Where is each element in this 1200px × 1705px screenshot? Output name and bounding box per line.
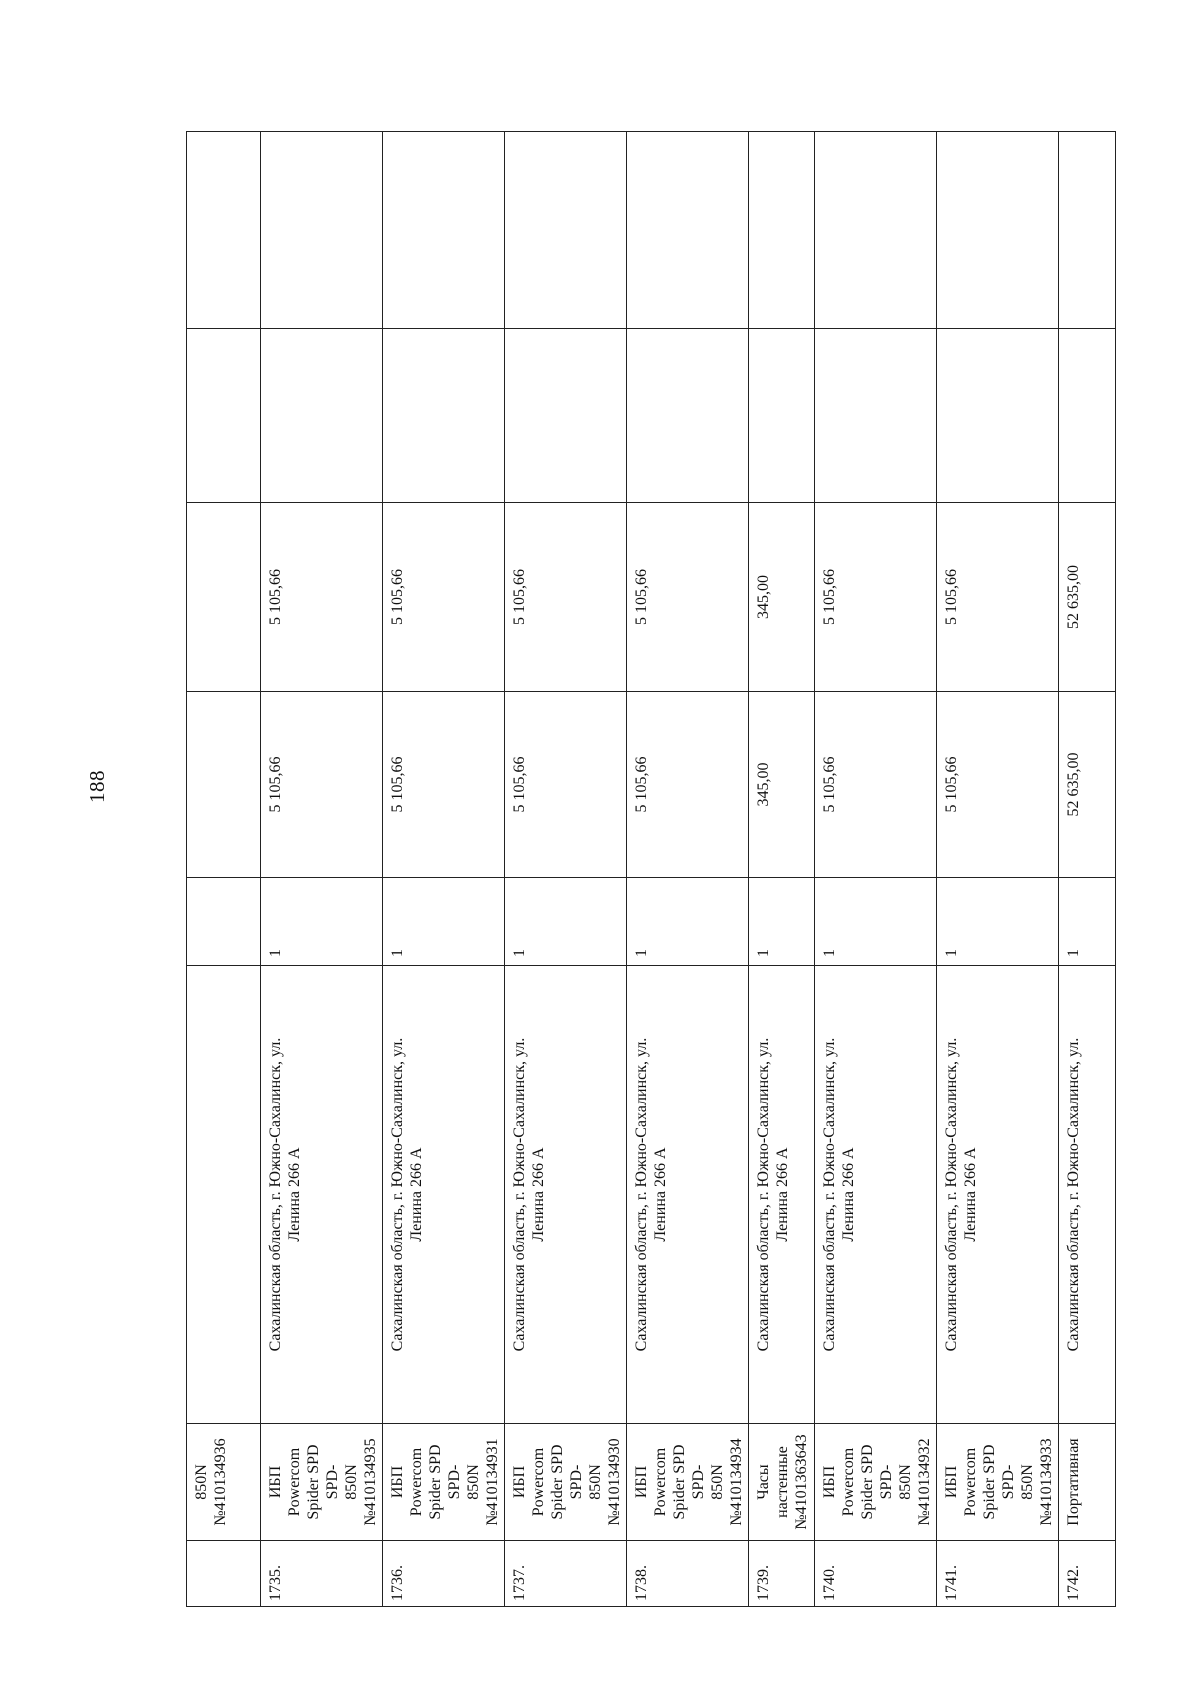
- address-cell: Сахалинская область, г. Южно-Сахалинск, ул. Ленина 266 А: [749, 966, 815, 1424]
- table-row: [749, 132, 815, 1607]
- row-number-cell: 1737.: [505, 1541, 627, 1607]
- price-cell: 345,00: [749, 692, 815, 878]
- value-cell: 5 105,66: [937, 503, 1059, 692]
- address-cell: Сахалинская область, г. Южно-Сахалинск, ул. Ленина 266 А: [937, 966, 1059, 1424]
- value-cell: 52 635,00: [1059, 503, 1116, 692]
- value-cell: 5 105,66: [627, 503, 749, 692]
- value-cell: 5 105,66: [261, 503, 383, 692]
- empty-cell: [627, 132, 749, 329]
- row-number-cell: 1736.: [383, 1541, 505, 1607]
- row-number-cell: 1741.: [937, 1541, 1059, 1607]
- item-name-cell: Портативная: [1059, 1424, 1116, 1541]
- item-name-cell: ИБП Powercom Spider SPD SPD- 850N №410134930: [505, 1424, 627, 1541]
- empty-cell: [815, 329, 937, 503]
- table-row: [937, 132, 1059, 1607]
- row-number-cell: 1742.: [1059, 1541, 1116, 1607]
- address-cell: [187, 966, 261, 1424]
- quantity-cell: 1: [627, 878, 749, 966]
- price-cell: 5 105,66: [937, 692, 1059, 878]
- price-cell: [187, 692, 261, 878]
- empty-cell: [505, 132, 627, 329]
- empty-cell: [187, 329, 261, 503]
- address-cell: Сахалинская область, г. Южно-Сахалинск, ул. Ленина 266 А: [815, 966, 937, 1424]
- empty-cell: [749, 132, 815, 329]
- price-cell: 5 105,66: [505, 692, 627, 878]
- price-cell: 5 105,66: [627, 692, 749, 878]
- table-row: [627, 132, 749, 1607]
- row-number-cell: [187, 1541, 261, 1607]
- table-row: [261, 132, 383, 1607]
- empty-cell: [383, 132, 505, 329]
- empty-cell: [937, 329, 1059, 503]
- address-cell: Сахалинская область, г. Южно-Сахалинск, ул. Ленина 266 А: [505, 966, 627, 1424]
- empty-cell: [937, 132, 1059, 329]
- item-name-cell: ИБП Powercom Spider SPD SPD- 850N №410134932: [815, 1424, 937, 1541]
- value-cell: 345,00: [749, 503, 815, 692]
- item-name-cell: ИБП Powercom Spider SPD SPD- 850N №410134935: [261, 1424, 383, 1541]
- price-cell: 5 105,66: [261, 692, 383, 878]
- row-number-cell: 1739.: [749, 1541, 815, 1607]
- value-cell: 5 105,66: [505, 503, 627, 692]
- table-row: [187, 132, 261, 1607]
- table-row: [815, 132, 937, 1607]
- value-cell: 5 105,66: [815, 503, 937, 692]
- inventory-table: [186, 131, 1116, 1607]
- value-cell: [187, 503, 261, 692]
- address-cell: Сахалинская область, г. Южно-Сахалинск, ул.: [1059, 966, 1116, 1424]
- quantity-cell: 1: [1059, 878, 1116, 966]
- empty-cell: [383, 329, 505, 503]
- item-name-cell: ИБП Powercom Spider SPD SPD- 850N №410134933: [937, 1424, 1059, 1541]
- price-cell: 5 105,66: [815, 692, 937, 878]
- table-row: [383, 132, 505, 1607]
- quantity-cell: 1: [383, 878, 505, 966]
- quantity-cell: 1: [505, 878, 627, 966]
- item-name-cell: 850N №410134936: [187, 1424, 261, 1541]
- quantity-cell: 1: [749, 878, 815, 966]
- item-name-cell: ИБП Powercom Spider SPD SPD- 850N №410134934: [627, 1424, 749, 1541]
- table-row: [505, 132, 627, 1607]
- quantity-cell: 1: [261, 878, 383, 966]
- price-cell: 5 105,66: [383, 692, 505, 878]
- empty-cell: [627, 329, 749, 503]
- row-number-cell: 1735.: [261, 1541, 383, 1607]
- empty-cell: [505, 329, 627, 503]
- empty-cell: [261, 132, 383, 329]
- empty-cell: [1059, 132, 1116, 329]
- empty-cell: [749, 329, 815, 503]
- rotated-table-container: [186, 152, 1082, 1607]
- price-cell: 52 635,00: [1059, 692, 1116, 878]
- row-number-cell: 1738.: [627, 1541, 749, 1607]
- address-cell: Сахалинская область, г. Южно-Сахалинск, ул. Ленина 266 А: [261, 966, 383, 1424]
- value-cell: 5 105,66: [383, 503, 505, 692]
- quantity-cell: [187, 878, 261, 966]
- quantity-cell: 1: [937, 878, 1059, 966]
- item-name-cell: ИБП Powercom Spider SPD SPD- 850N №410134931: [383, 1424, 505, 1541]
- table-row: [1059, 132, 1116, 1607]
- address-cell: Сахалинская область, г. Южно-Сахалинск, ул. Ленина 266 А: [627, 966, 749, 1424]
- address-cell: Сахалинская область, г. Южно-Сахалинск, ул. Ленина 266 А: [383, 966, 505, 1424]
- item-name-cell: Часы настенные №410136З643: [749, 1424, 815, 1541]
- empty-cell: [815, 132, 937, 329]
- row-number-cell: 1740.: [815, 1541, 937, 1607]
- empty-cell: [261, 329, 383, 503]
- empty-cell: [187, 132, 261, 329]
- quantity-cell: 1: [815, 878, 937, 966]
- empty-cell: [1059, 329, 1116, 503]
- page-number: 188: [85, 770, 109, 803]
